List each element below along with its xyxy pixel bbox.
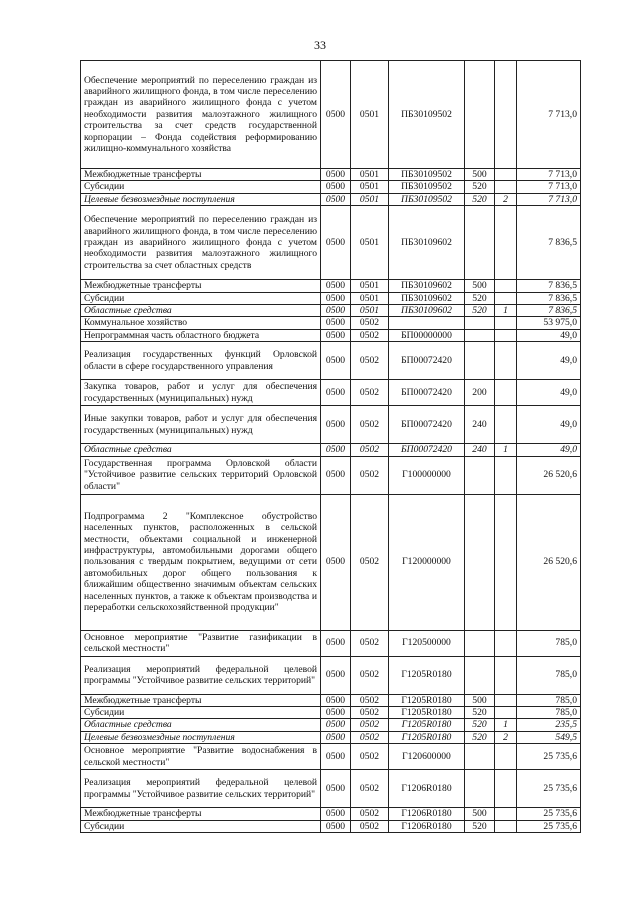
section-code-cell: 0500 (321, 380, 351, 406)
table-row (81, 406, 581, 444)
amount-cell: 7 713,0 (517, 181, 581, 193)
section-code-cell: 0500 (321, 444, 351, 456)
source-code-cell (495, 181, 517, 193)
table-row (81, 494, 581, 630)
target-article-code-cell: Г1205R0180 (389, 656, 465, 694)
section-code-cell: 0500 (321, 169, 351, 181)
expense-type-code-cell: 520 (465, 305, 495, 317)
subsection-code-cell: 0502 (351, 731, 389, 743)
expense-type-code-cell (465, 494, 495, 630)
row-name-cell: Коммунальное хозяйство (81, 317, 321, 329)
section-code-cell: 0500 (321, 193, 351, 205)
source-code-cell (495, 456, 517, 494)
amount-cell: 49,0 (517, 444, 581, 456)
section-code-cell: 0500 (321, 406, 351, 444)
table-row (81, 656, 581, 694)
amount-cell: 549,5 (517, 731, 581, 743)
source-code-cell (495, 317, 517, 329)
source-code-cell: 1 (495, 444, 517, 456)
section-code-cell: 0500 (321, 707, 351, 719)
subsection-code-cell: 0502 (351, 406, 389, 444)
amount-cell: 7 713,0 (517, 169, 581, 181)
amount-cell: 49,0 (517, 329, 581, 341)
table-row (81, 456, 581, 494)
section-code-cell: 0500 (321, 494, 351, 630)
row-name-cell: Иные закупки товаров, работ и услуг для обеспечения государственных (муниципальных) нужд (81, 406, 321, 444)
expense-type-code-cell: 500 (465, 694, 495, 706)
target-article-code-cell: ПБ30109502 (389, 61, 465, 169)
section-code-cell: 0500 (321, 630, 351, 656)
source-code-cell (495, 770, 517, 808)
table-row (81, 707, 581, 719)
target-article-code-cell: БП00000000 (389, 329, 465, 341)
section-code-cell: 0500 (321, 744, 351, 770)
expense-type-code-cell (465, 744, 495, 770)
subsection-code-cell: 0501 (351, 169, 389, 181)
expense-type-code-cell: 200 (465, 380, 495, 406)
source-code-cell (495, 406, 517, 444)
expense-type-code-cell: 520 (465, 292, 495, 304)
table-row (81, 744, 581, 770)
source-code-cell (495, 280, 517, 292)
section-code-cell: 0500 (321, 731, 351, 743)
table-row (81, 292, 581, 304)
row-name-cell: Подпрограмма 2 "Комплексное обустройство населенных пунктов, расположенных в сельской местности, объектами социальной и инженерной инфраструктуры, автомобильными дорогами общего пользования с твердым покрытием, ведущими от сети автомобильных дорог общего пользования к ближайшим общественно значимым объектам сельских населенных пунктов, а также к объектам производства и переработки сельскохозяйственной продукции" (81, 494, 321, 630)
source-code-cell: 2 (495, 193, 517, 205)
subsection-code-cell: 0501 (351, 292, 389, 304)
expense-type-code-cell: 500 (465, 808, 495, 820)
row-name-cell: Областные средства (81, 444, 321, 456)
source-code-cell (495, 656, 517, 694)
subsection-code-cell: 0502 (351, 317, 389, 329)
row-name-cell: Субсидии (81, 707, 321, 719)
source-code-cell (495, 707, 517, 719)
subsection-code-cell: 0502 (351, 380, 389, 406)
source-code-cell (495, 342, 517, 380)
table-row (81, 317, 581, 329)
row-name-cell: Государственная программа Орловской области "Устойчивое развитие сельских территорий Орловской области" (81, 456, 321, 494)
source-code-cell (495, 206, 517, 280)
target-article-code-cell: Г1206R0180 (389, 820, 465, 832)
section-code-cell: 0500 (321, 456, 351, 494)
expense-type-code-cell (465, 656, 495, 694)
table-row (81, 808, 581, 820)
section-code-cell: 0500 (321, 719, 351, 731)
amount-cell: 785,0 (517, 694, 581, 706)
amount-cell: 26 520,6 (517, 494, 581, 630)
amount-cell: 49,0 (517, 342, 581, 380)
table-row (81, 770, 581, 808)
row-name-cell: Межбюджетные трансферты (81, 280, 321, 292)
section-code-cell: 0500 (321, 305, 351, 317)
section-code-cell: 0500 (321, 770, 351, 808)
target-article-code-cell: Г1205R0180 (389, 719, 465, 731)
table-row (81, 206, 581, 280)
target-article-code-cell: ПБ30109602 (389, 280, 465, 292)
source-code-cell (495, 808, 517, 820)
row-name-cell: Реализация государственных функций Орловской области в сфере государственного управления (81, 342, 321, 380)
source-code-cell (495, 820, 517, 832)
row-name-cell: Реализация мероприятий федеральной целевой программы "Устойчивое развитие сельских территорий" (81, 656, 321, 694)
subsection-code-cell: 0502 (351, 329, 389, 341)
subsection-code-cell: 0501 (351, 305, 389, 317)
expense-type-code-cell: 520 (465, 193, 495, 205)
row-name-cell: Целевые безвозмездные поступления (81, 731, 321, 743)
page-number: 33 (314, 38, 326, 52)
row-name-cell: Реализация мероприятий федеральной целевой программы "Устойчивое развитие сельских территорий" (81, 770, 321, 808)
table-row (81, 342, 581, 380)
amount-cell: 7 836,5 (517, 280, 581, 292)
amount-cell: 7 713,0 (517, 61, 581, 169)
expense-type-code-cell: 520 (465, 707, 495, 719)
source-code-cell: 2 (495, 731, 517, 743)
expense-type-code-cell (465, 61, 495, 169)
expense-type-code-cell (465, 329, 495, 341)
expense-type-code-cell: 500 (465, 169, 495, 181)
section-code-cell: 0500 (321, 61, 351, 169)
budget-table (80, 60, 581, 833)
source-code-cell (495, 292, 517, 304)
amount-cell: 7 836,5 (517, 292, 581, 304)
expense-type-code-cell: 240 (465, 406, 495, 444)
row-name-cell: Обеспечение мероприятий по переселению граждан из аварийного жилищного фонда, в том числе переселению граждан из аварийного жилищного фонда с учетом необходимости развития малоэтажного жилищного строительства за счет областных средств (81, 206, 321, 280)
source-code-cell (495, 744, 517, 770)
source-code-cell (495, 694, 517, 706)
subsection-code-cell: 0502 (351, 744, 389, 770)
target-article-code-cell: БП00072420 (389, 444, 465, 456)
table-row (81, 380, 581, 406)
target-article-code-cell: ПБ30109502 (389, 169, 465, 181)
subsection-code-cell: 0502 (351, 820, 389, 832)
row-name-cell: Непрограммная часть областного бюджета (81, 329, 321, 341)
row-name-cell: Основное мероприятие "Развитие газификации в сельской местности" (81, 630, 321, 656)
source-code-cell (495, 494, 517, 630)
section-code-cell: 0500 (321, 280, 351, 292)
amount-cell: 235,5 (517, 719, 581, 731)
amount-cell: 785,0 (517, 707, 581, 719)
subsection-code-cell: 0502 (351, 707, 389, 719)
target-article-code-cell: ПБ30109502 (389, 181, 465, 193)
section-code-cell: 0500 (321, 808, 351, 820)
amount-cell: 785,0 (517, 630, 581, 656)
expense-type-code-cell (465, 317, 495, 329)
amount-cell: 7 836,5 (517, 206, 581, 280)
source-code-cell: 1 (495, 719, 517, 731)
amount-cell: 25 735,6 (517, 770, 581, 808)
row-name-cell: Межбюджетные трансферты (81, 808, 321, 820)
target-article-code-cell: Г1205R0180 (389, 694, 465, 706)
target-article-code-cell: БП00072420 (389, 406, 465, 444)
table-row (81, 731, 581, 743)
subsection-code-cell: 0501 (351, 61, 389, 169)
table-row (81, 61, 581, 169)
subsection-code-cell: 0501 (351, 280, 389, 292)
target-article-code-cell: ПБ30109602 (389, 292, 465, 304)
target-article-code-cell: Г120500000 (389, 630, 465, 656)
table-row (81, 305, 581, 317)
amount-cell: 25 735,6 (517, 808, 581, 820)
row-name-cell: Областные средства (81, 719, 321, 731)
expense-type-code-cell: 520 (465, 181, 495, 193)
section-code-cell: 0500 (321, 181, 351, 193)
subsection-code-cell: 0502 (351, 694, 389, 706)
table-row (81, 280, 581, 292)
amount-cell: 25 735,6 (517, 744, 581, 770)
table-row (81, 169, 581, 181)
target-article-code-cell: Г120600000 (389, 744, 465, 770)
source-code-cell (495, 630, 517, 656)
section-code-cell: 0500 (321, 342, 351, 380)
row-name-cell: Целевые безвозмездные поступления (81, 193, 321, 205)
amount-cell: 26 520,6 (517, 456, 581, 494)
target-article-code-cell: ПБ30109602 (389, 206, 465, 280)
source-code-cell (495, 380, 517, 406)
expense-type-code-cell: 240 (465, 444, 495, 456)
source-code-cell: 1 (495, 305, 517, 317)
section-code-cell: 0500 (321, 317, 351, 329)
subsection-code-cell: 0502 (351, 770, 389, 808)
subsection-code-cell: 0502 (351, 342, 389, 380)
table-row (81, 630, 581, 656)
target-article-code-cell: Г1206R0180 (389, 770, 465, 808)
subsection-code-cell: 0502 (351, 630, 389, 656)
row-name-cell: Основное мероприятие "Развитие водоснабжения в сельской местности" (81, 744, 321, 770)
table-row (81, 444, 581, 456)
amount-cell: 785,0 (517, 656, 581, 694)
row-name-cell: Субсидии (81, 820, 321, 832)
amount-cell: 7 713,0 (517, 193, 581, 205)
subsection-code-cell: 0501 (351, 206, 389, 280)
section-code-cell: 0500 (321, 292, 351, 304)
target-article-code-cell: БП00072420 (389, 380, 465, 406)
section-code-cell: 0500 (321, 329, 351, 341)
table-row (81, 193, 581, 205)
target-article-code-cell: БП00072420 (389, 342, 465, 380)
target-article-code-cell: ПБ30109602 (389, 305, 465, 317)
row-name-cell: Субсидии (81, 181, 321, 193)
subsection-code-cell: 0502 (351, 719, 389, 731)
amount-cell: 49,0 (517, 406, 581, 444)
target-article-code-cell: Г120000000 (389, 494, 465, 630)
row-name-cell: Обеспечение мероприятий по переселению граждан из аварийного жилищного фонда, в том числе переселению граждан из аварийного жилищного фонда с учетом необходимости развития малоэтажного жилищного строительства за счет средств государственной корпорации – Фонда содействия реформированию жилищно-коммунального хозяйства (81, 61, 321, 169)
table-row (81, 820, 581, 832)
subsection-code-cell: 0502 (351, 444, 389, 456)
source-code-cell (495, 169, 517, 181)
table-row (81, 181, 581, 193)
amount-cell: 25 735,6 (517, 820, 581, 832)
budget-table-body (81, 61, 581, 833)
expense-type-code-cell: 520 (465, 719, 495, 731)
amount-cell: 49,0 (517, 380, 581, 406)
section-code-cell: 0500 (321, 820, 351, 832)
subsection-code-cell: 0502 (351, 456, 389, 494)
expense-type-code-cell: 520 (465, 820, 495, 832)
section-code-cell: 0500 (321, 206, 351, 280)
expense-type-code-cell (465, 456, 495, 494)
row-name-cell: Закупка товаров, работ и услуг для обеспечения государственных (муниципальных) нужд (81, 380, 321, 406)
target-article-code-cell: Г100000000 (389, 456, 465, 494)
amount-cell: 7 836,5 (517, 305, 581, 317)
subsection-code-cell: 0501 (351, 181, 389, 193)
expense-type-code-cell: 500 (465, 280, 495, 292)
expense-type-code-cell (465, 630, 495, 656)
source-code-cell (495, 61, 517, 169)
table-row (81, 694, 581, 706)
target-article-code-cell: Г1205R0180 (389, 707, 465, 719)
row-name-cell: Межбюджетные трансферты (81, 169, 321, 181)
target-article-code-cell: Г1205R0180 (389, 731, 465, 743)
table-row (81, 719, 581, 731)
expense-type-code-cell: 520 (465, 731, 495, 743)
row-name-cell: Субсидии (81, 292, 321, 304)
subsection-code-cell: 0501 (351, 193, 389, 205)
subsection-code-cell: 0502 (351, 808, 389, 820)
subsection-code-cell: 0502 (351, 494, 389, 630)
table-row (81, 329, 581, 341)
section-code-cell: 0500 (321, 656, 351, 694)
expense-type-code-cell (465, 206, 495, 280)
target-article-code-cell: ПБ30109502 (389, 193, 465, 205)
source-code-cell (495, 329, 517, 341)
expense-type-code-cell (465, 342, 495, 380)
target-article-code-cell: Г1206R0180 (389, 808, 465, 820)
amount-cell: 53 975,0 (517, 317, 581, 329)
target-article-code-cell (389, 317, 465, 329)
expense-type-code-cell (465, 770, 495, 808)
subsection-code-cell: 0502 (351, 656, 389, 694)
section-code-cell: 0500 (321, 694, 351, 706)
row-name-cell: Областные средства (81, 305, 321, 317)
row-name-cell: Межбюджетные трансферты (81, 694, 321, 706)
